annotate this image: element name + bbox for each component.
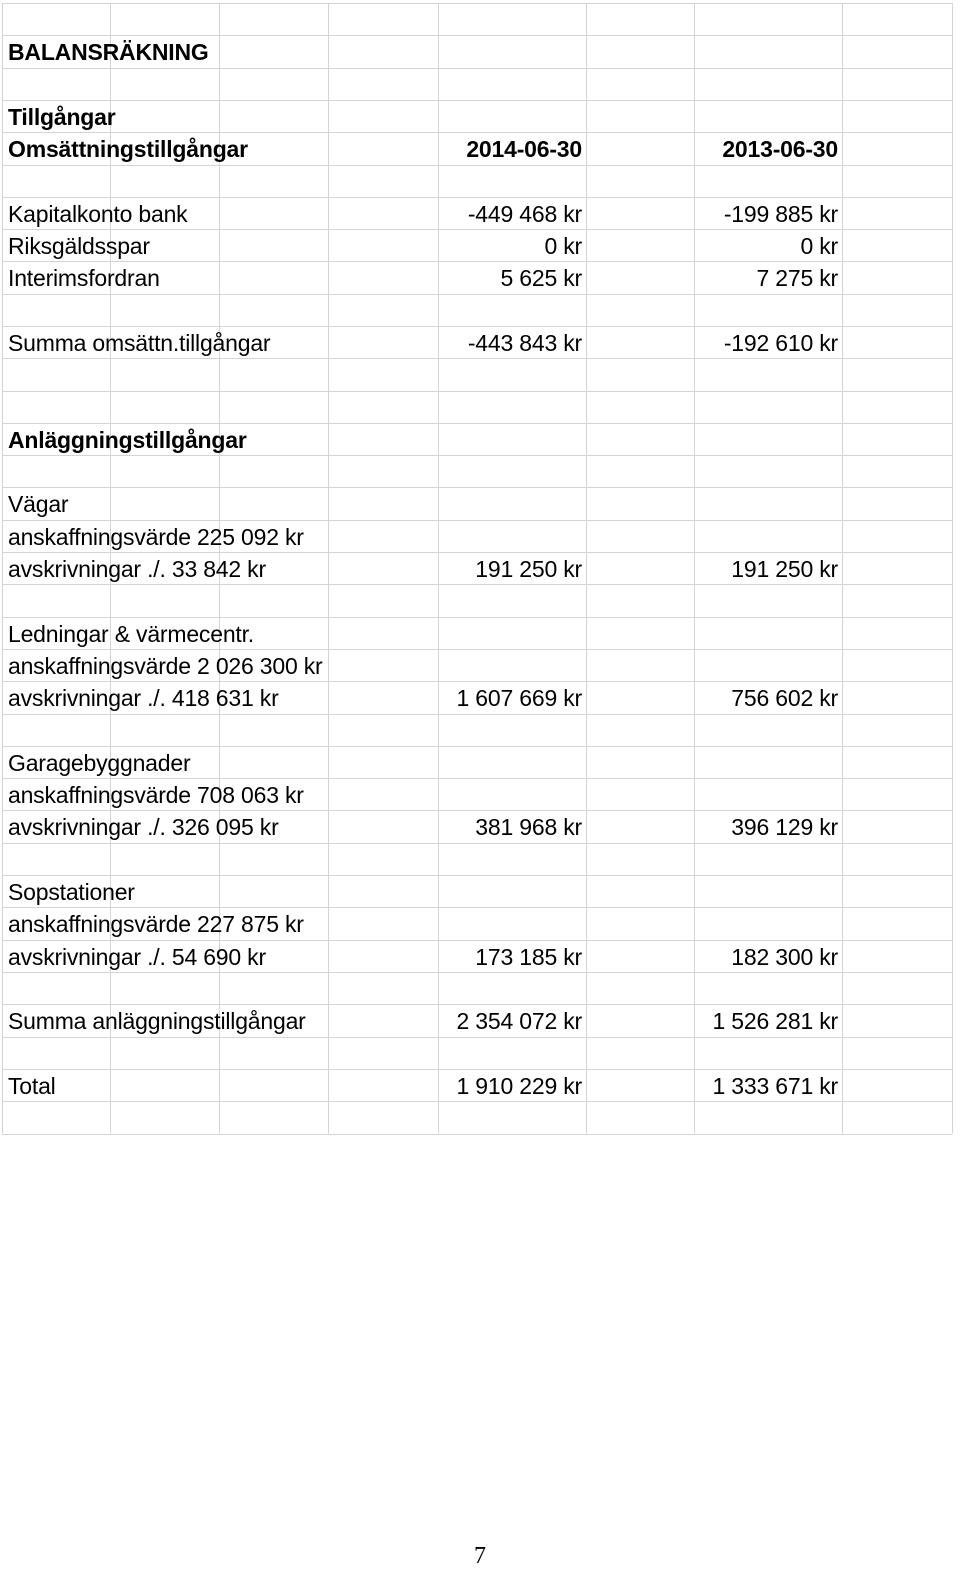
row-label: Riksgäldsspar bbox=[8, 233, 150, 259]
row-value: 1 526 281 kr bbox=[712, 1008, 838, 1034]
row-value: 2 354 072 kr bbox=[456, 1008, 582, 1034]
row-value: 381 968 kr bbox=[475, 814, 582, 840]
row-value: 0 kr bbox=[544, 233, 582, 259]
row-label: Kapitalkonto bank bbox=[8, 201, 188, 227]
row-label: Garagebyggnader bbox=[8, 750, 191, 776]
row-value: -192 610 kr bbox=[723, 330, 838, 356]
row-label: Interimsfordran bbox=[8, 265, 160, 291]
row-label: Sopstationer bbox=[8, 879, 135, 905]
row-value: 5 625 kr bbox=[500, 265, 582, 291]
row-value: -449 468 kr bbox=[467, 201, 582, 227]
row-value: 756 602 kr bbox=[731, 685, 838, 711]
row-label: BALANSRÄKNING bbox=[8, 39, 209, 65]
row-value: 191 250 kr bbox=[731, 556, 838, 582]
row-value: 1 607 669 kr bbox=[456, 685, 582, 711]
row-label: avskrivningar ./. 33 842 kr bbox=[8, 556, 266, 582]
row-value: 396 129 kr bbox=[731, 814, 838, 840]
row-value: 2014-06-30 bbox=[466, 136, 582, 162]
row-value: 2013-06-30 bbox=[722, 136, 838, 162]
row-value: 7 275 kr bbox=[756, 265, 838, 291]
row-label: anskaffningsvärde 708 063 kr bbox=[8, 782, 304, 808]
row-value: 1 333 671 kr bbox=[712, 1073, 838, 1099]
row-label: avskrivningar ./. 326 095 kr bbox=[8, 814, 279, 840]
row-label: Summa anläggningstillgångar bbox=[8, 1008, 306, 1034]
row-label: Total bbox=[8, 1073, 56, 1099]
balance-sheet bbox=[2, 3, 952, 1175]
row-label: Vägar bbox=[8, 491, 69, 517]
row-value: -199 885 kr bbox=[723, 201, 838, 227]
row-label: Tillgångar bbox=[8, 104, 116, 130]
row-label: Ledningar & värmecentr. bbox=[8, 621, 254, 647]
page-number: 7 bbox=[474, 1543, 486, 1569]
row-label: anskaffningsvärde 225 092 kr bbox=[8, 524, 304, 550]
row-label: Omsättningstillgångar bbox=[8, 136, 248, 162]
row-value: -443 843 kr bbox=[467, 330, 582, 356]
row-label: avskrivningar ./. 418 631 kr bbox=[8, 685, 279, 711]
row-label: avskrivningar ./. 54 690 kr bbox=[8, 944, 266, 970]
row-label: Summa omsättn.tillgångar bbox=[8, 330, 271, 356]
row-label: anskaffningsvärde 227 875 kr bbox=[8, 911, 304, 937]
row-label: anskaffningsvärde 2 026 300 kr bbox=[8, 653, 323, 679]
row-value: 182 300 kr bbox=[731, 944, 838, 970]
row-label: Anläggningstillgångar bbox=[8, 427, 247, 453]
row-value: 191 250 kr bbox=[475, 556, 582, 582]
row-value: 1 910 229 kr bbox=[456, 1073, 582, 1099]
row-value: 0 kr bbox=[800, 233, 838, 259]
row-value: 173 185 kr bbox=[475, 944, 582, 970]
